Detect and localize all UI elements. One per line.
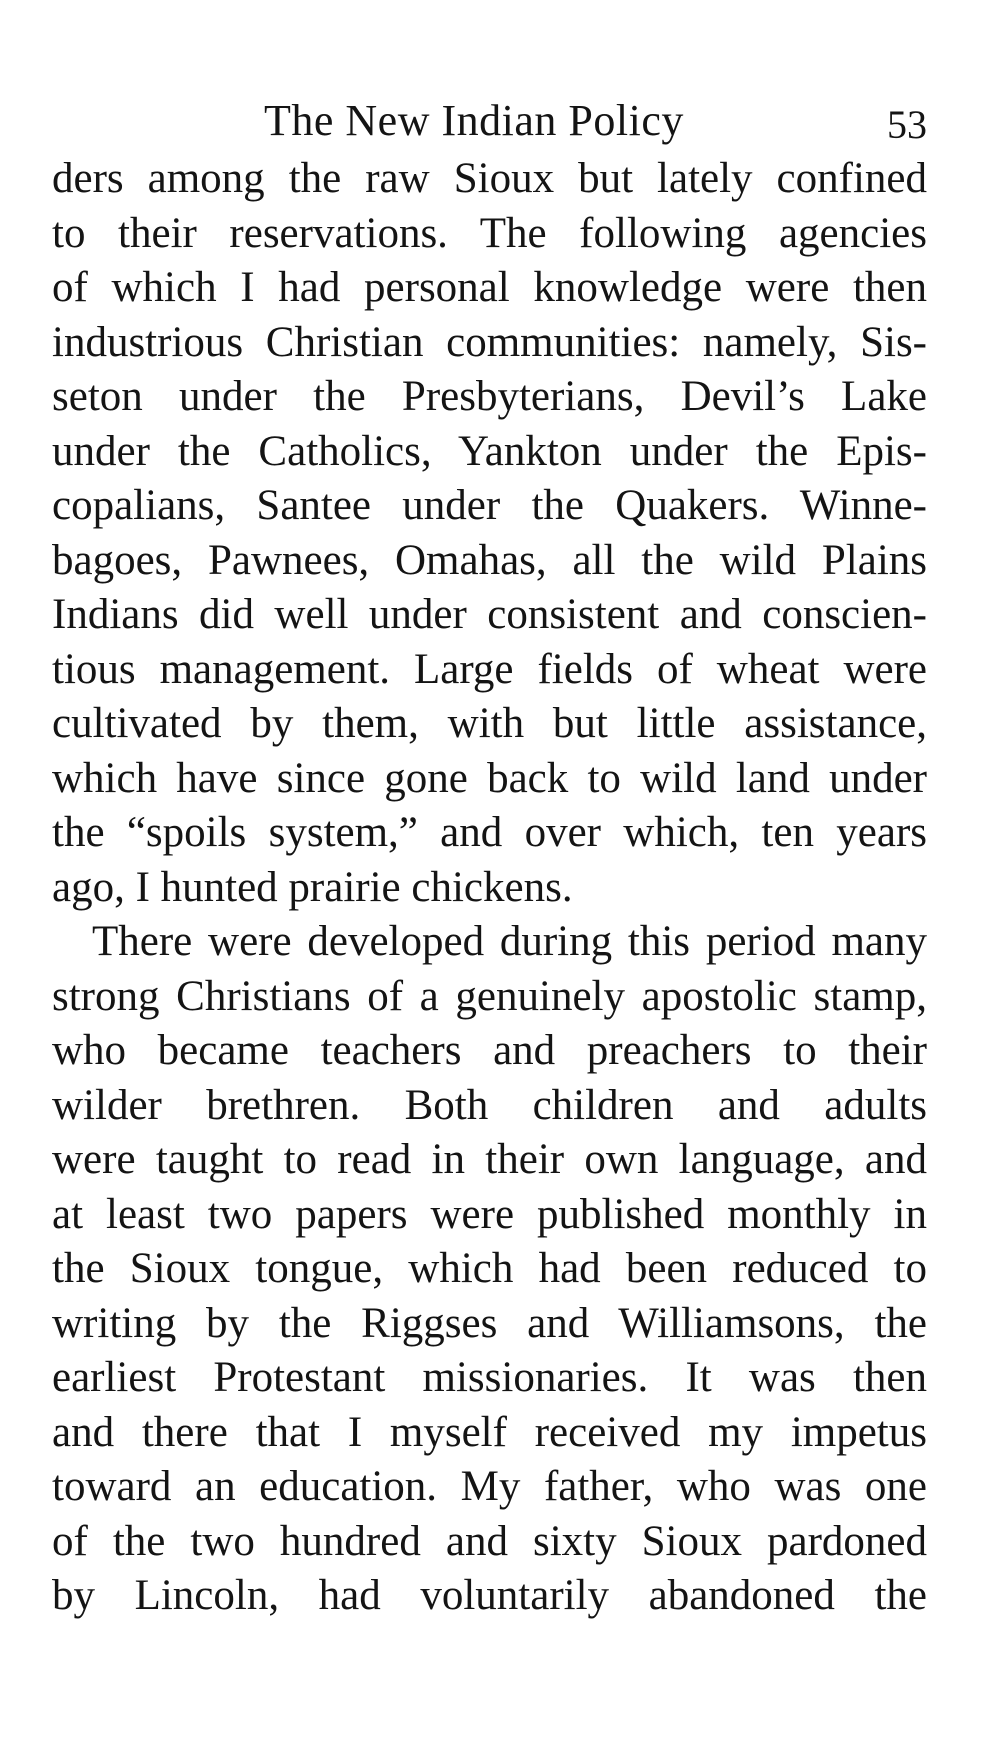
running-title: The New Indian Policy — [264, 96, 684, 145]
text-line: cultivated by them, with but little assistance, — [52, 700, 927, 747]
page-number: 53 — [887, 102, 927, 147]
text-line: earliest Protestant missionaries. It was then — [52, 1354, 927, 1401]
text-line: who became teachers and preachers to their — [52, 1027, 927, 1074]
text-line: by Lincoln, had voluntarily abandoned the — [52, 1572, 927, 1619]
text-line: wilder brethren. Both children and adults — [52, 1081, 927, 1129]
running-head — [52, 86, 927, 156]
text-line: and there that I myself received my impetus — [52, 1408, 927, 1456]
text-line: writing by the Riggses and Williamsons, the — [52, 1299, 927, 1347]
text-line: toward an education. My father, who was one — [52, 1463, 927, 1510]
paragraph-1 — [52, 152, 927, 915]
text-line: ago, I hunted prairie chickens. — [52, 863, 573, 911]
text-line: strong Christians of a genuinely apostolic stamp, — [52, 972, 927, 1020]
text-line: seton under the Presbyterians, Devil’s Lake — [52, 373, 927, 420]
text-line: copalians, Santee under the Quakers. Winne- — [52, 482, 927, 529]
text-line: of the two hundred and sixty Sioux pardoned — [52, 1517, 927, 1565]
text-line: at least two papers were published monthly in — [52, 1190, 927, 1238]
text-line: were taught to read in their own language, and — [52, 1136, 927, 1183]
text-line: the Sioux tongue, which had been reduced to — [52, 1245, 927, 1292]
text-line: which have since gone back to wild land under — [52, 754, 927, 802]
body-text — [52, 152, 927, 1624]
text-line: tious management. Large fields of wheat were — [52, 645, 927, 693]
text-line: Indians did well under consistent and conscien- — [52, 591, 927, 638]
text-line: the “spoils system,” and over which, ten years — [52, 809, 927, 856]
text-line: under the Catholics, Yankton under the Epis- — [52, 427, 927, 475]
text-line: There were developed during this period many — [92, 918, 927, 965]
text-line: ders among the raw Sioux but lately confined — [52, 155, 927, 202]
paragraph-2 — [52, 915, 927, 1624]
text-line: to their reservations. The following agencies — [52, 209, 927, 257]
text-line: bagoes, Pawnees, Omahas, all the wild Plains — [52, 536, 927, 584]
text-line: of which I had personal knowledge were then — [52, 264, 927, 311]
text-line: industrious Christian communities: namely, Sis- — [52, 318, 927, 366]
